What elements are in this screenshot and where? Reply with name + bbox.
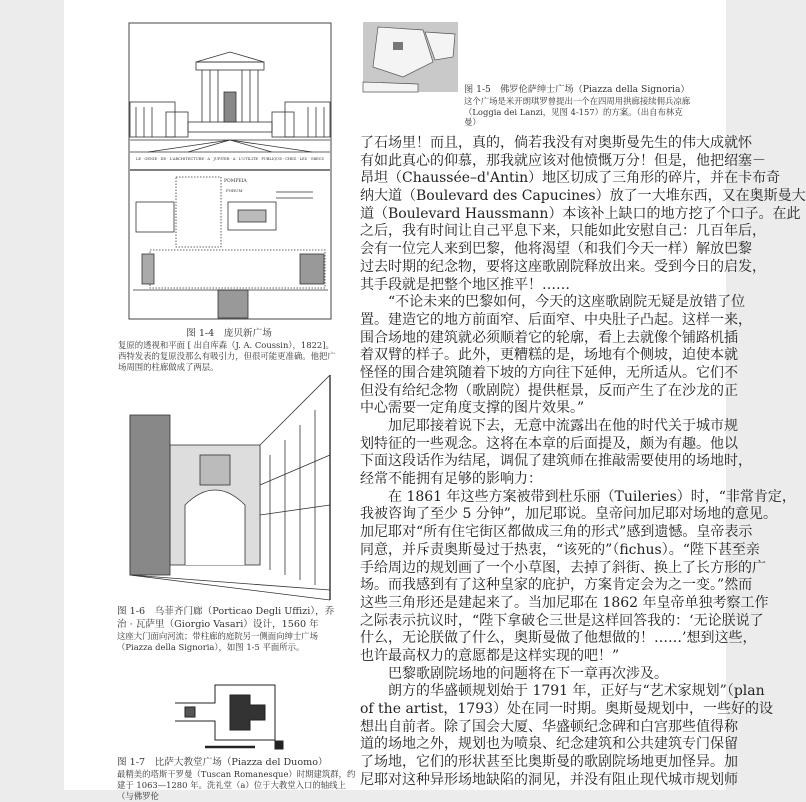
uffizi-portico-drawing: [130, 375, 330, 600]
text-line: 尼耶对这种异形场地缺陷的洞见，并没有阻止现代城市规划师: [360, 771, 738, 788]
text-line: 手给周边的规划画了一个小草图，去掉了斜街、换上了长方形的广: [360, 559, 766, 576]
text-line: 着双臂的样子。此外，更糟糕的是，场地有个侧坡，迫使本就: [360, 347, 738, 364]
text-line: 之际表示抗议时，“陛下拿破仑三世是这样回答我的：‘无论朕说了: [360, 612, 764, 629]
plan-label-forum: FORUM: [226, 188, 243, 193]
text-line: 怪怪的围合建筑随着下坡的方向往下延伸，无所适从。它们不: [360, 364, 738, 381]
figure-1-4-body: 复原的透视和平面 [ 出自库森（J. A. Coussin），1822]。西特发表的复原没那么有吸引力，但很可能更准确。他把广场周围的柱廊做成了两层。: [118, 340, 336, 372]
text-line: 下面这段话作为结尾，调侃了建筑师在推敲需要使用的场地时，: [360, 453, 752, 470]
text-line: of the artist，1793）处在同一时期。奥斯曼规划中，一些好的设: [360, 701, 774, 717]
text-line: 了场地，它们的形状甚至比奥斯曼的歌剧院场地更加怪异。加: [360, 754, 738, 771]
figure-1-7-image: [175, 675, 293, 750]
text-line: 昂坦（Chaussée–d'Antin）地区切成了三角形的碎片，并在卡布奇: [360, 170, 781, 187]
figure-1-5-image: [363, 22, 458, 92]
figure-1-7-body: 最精美的塔斯干罗曼（Tuscan Romanesque）时期建筑群，约建于 1063—1280 年。洗礼堂（a）位于大教堂入口的轴线上（与佛罗伦: [117, 769, 356, 801]
figure-1-6-body: 这座大门面向河流；带柱廊的庭院另一侧面向绅士广场（Piazza della Signoria），如图 1-5 平面所示。: [117, 631, 318, 652]
text-line: 置。建造它的地方前面窄、后面窄、中央肚子凸起。这样一来，: [360, 311, 752, 328]
text-line: 之后，我有时间让自己平息下来，只能如此安慰自己：几百年后，: [360, 223, 766, 240]
text-line: 道（Boulevard Haussmann）本该补上缺口的地方挖了个口子。在此: [360, 205, 801, 222]
text-line: 过去时期的纪念物，要将这座歌剧院释放出来。受到今日的启发，: [360, 258, 766, 275]
figure-1-6-image: [130, 375, 330, 600]
figure-1-5-title: 图 1-5 佛罗伦萨绅士广场（Piazza della Signoria）: [464, 84, 690, 95]
text-line: 场。而我感到有了这种皇家的庇护，方案肯定会为之一变。”然而: [360, 577, 753, 594]
text-line: 也许最高权力的意愿都是这样实现的吧！”: [360, 647, 620, 664]
text-line: 巴黎歌剧院场地的问题将在下一章再次涉及。: [388, 665, 668, 682]
text-line: 围合场地的建筑就必须顺着它的轮廓，看上去就像个铺路机插: [360, 329, 738, 346]
text-line: 加尼耶对“所有住宅街区都做成三角的形式”感到遗憾。皇帝表示: [360, 524, 753, 541]
text-line: 同意，并斥责奥斯曼过于热衷，“该死的”（fichus）。“陛下甚至亲: [360, 541, 760, 558]
text-line: 纳大道（Boulevard des Capucines）放了一大堆东西，又在奥斯曼大: [360, 188, 806, 205]
text-line: 其手段就是把整个地区推平！……: [360, 276, 570, 293]
text-line: 我被咨询了至少 5 分钟”，加尼耶说。皇帝问加尼耶对场地的意见。: [360, 506, 777, 523]
plate-caption: LE · GENIE · DE · L'ARCHITECTURE · A · JUPITER · A · L'UTILITE · PUBLIQUE · CHEZ · LES · GRECS: [136, 157, 324, 161]
text-line: 有如此真心的仰慕，那我就应该对他愤慨万分！但是，他把绍塞－: [360, 152, 766, 169]
text-line: 在 1861 年这些方案被带到杜乐丽（Tuileries）时，“非常肯定，: [388, 488, 796, 505]
text-line: 划特征的一些观念。这将在本章的后面提及，颇为有趣。他以: [360, 435, 738, 452]
figure-1-4-caption: [118, 327, 340, 373]
text-line: 经常不能拥有足够的影响力：: [360, 471, 542, 488]
text-line: 了石场里！而且，真的，倘若我没有对奥斯曼先生的伟大成就怀: [360, 135, 752, 151]
text-line: 什么，无论朕做了什么，奥斯曼做了他想做的！……’想到这些，: [360, 630, 757, 647]
plan-label-pompeia: POMPEIA: [224, 179, 247, 184]
pisa-duomo-plan: [175, 675, 293, 750]
main-body-text: [360, 135, 806, 789]
figure-1-4-image: [128, 22, 332, 320]
pompeii-forum-drawing: [128, 22, 332, 320]
figure-1-4-title: 图 1-4 庞贝新广场: [186, 328, 272, 339]
text-line: 想出自前者。除了国会大厦、华盛顿纪念碑和白宫那些值得称: [360, 718, 738, 735]
figure-1-5-caption: [464, 84, 694, 128]
figure-1-7-caption: [117, 756, 357, 802]
text-line: 这些三角形还是建起来了。当加尼耶在 1862 年皇帝单独考察工作: [360, 594, 769, 611]
text-line: 加尼耶接着说下去，无意中流露出在他的时代关于城市规: [388, 418, 738, 434]
text-line: “不论未来的巴黎如何，今天的这座歌剧院无疑是放错了位: [388, 294, 746, 311]
figure-1-5-body: 这个广场是米开朗琪罗曾提出一个在四周用拱廊接续佣兵凉廊（Loggia dei Lanzi，见图 4-157）的方案。（出自布林克曼）: [464, 96, 691, 127]
text-line: 朗方的华盛顿规划始于 1791 年，正好与“艺术家规划”（plan: [388, 683, 765, 700]
text-line: 道的场地之外，规划也为喷泉、纪念建筑和公共建筑专门保留: [360, 736, 738, 753]
text-line: 但没有给纪念物（歌剧院）提供框景，反而产生了在沙龙的正: [360, 382, 738, 399]
text-line: 会有一位完人来到巴黎，他将渴望（和我们今天一样）解放巴黎: [360, 241, 752, 258]
piazza-signoria-plan: [363, 22, 458, 92]
text-line: 中心需要一定角度支撑的图片效果。”: [360, 400, 585, 417]
figure-1-6-caption: [117, 605, 340, 653]
figure-1-6-title: 图 1-6 乌菲齐门廊（Porticao Degli Uffizi），乔治 · 瓦萨里（Giorgio Vasari）设计，1560 年: [117, 606, 335, 630]
figure-1-7-title: 图 1-7 比萨大教堂广场（Piazza del Duomo）: [117, 757, 328, 768]
